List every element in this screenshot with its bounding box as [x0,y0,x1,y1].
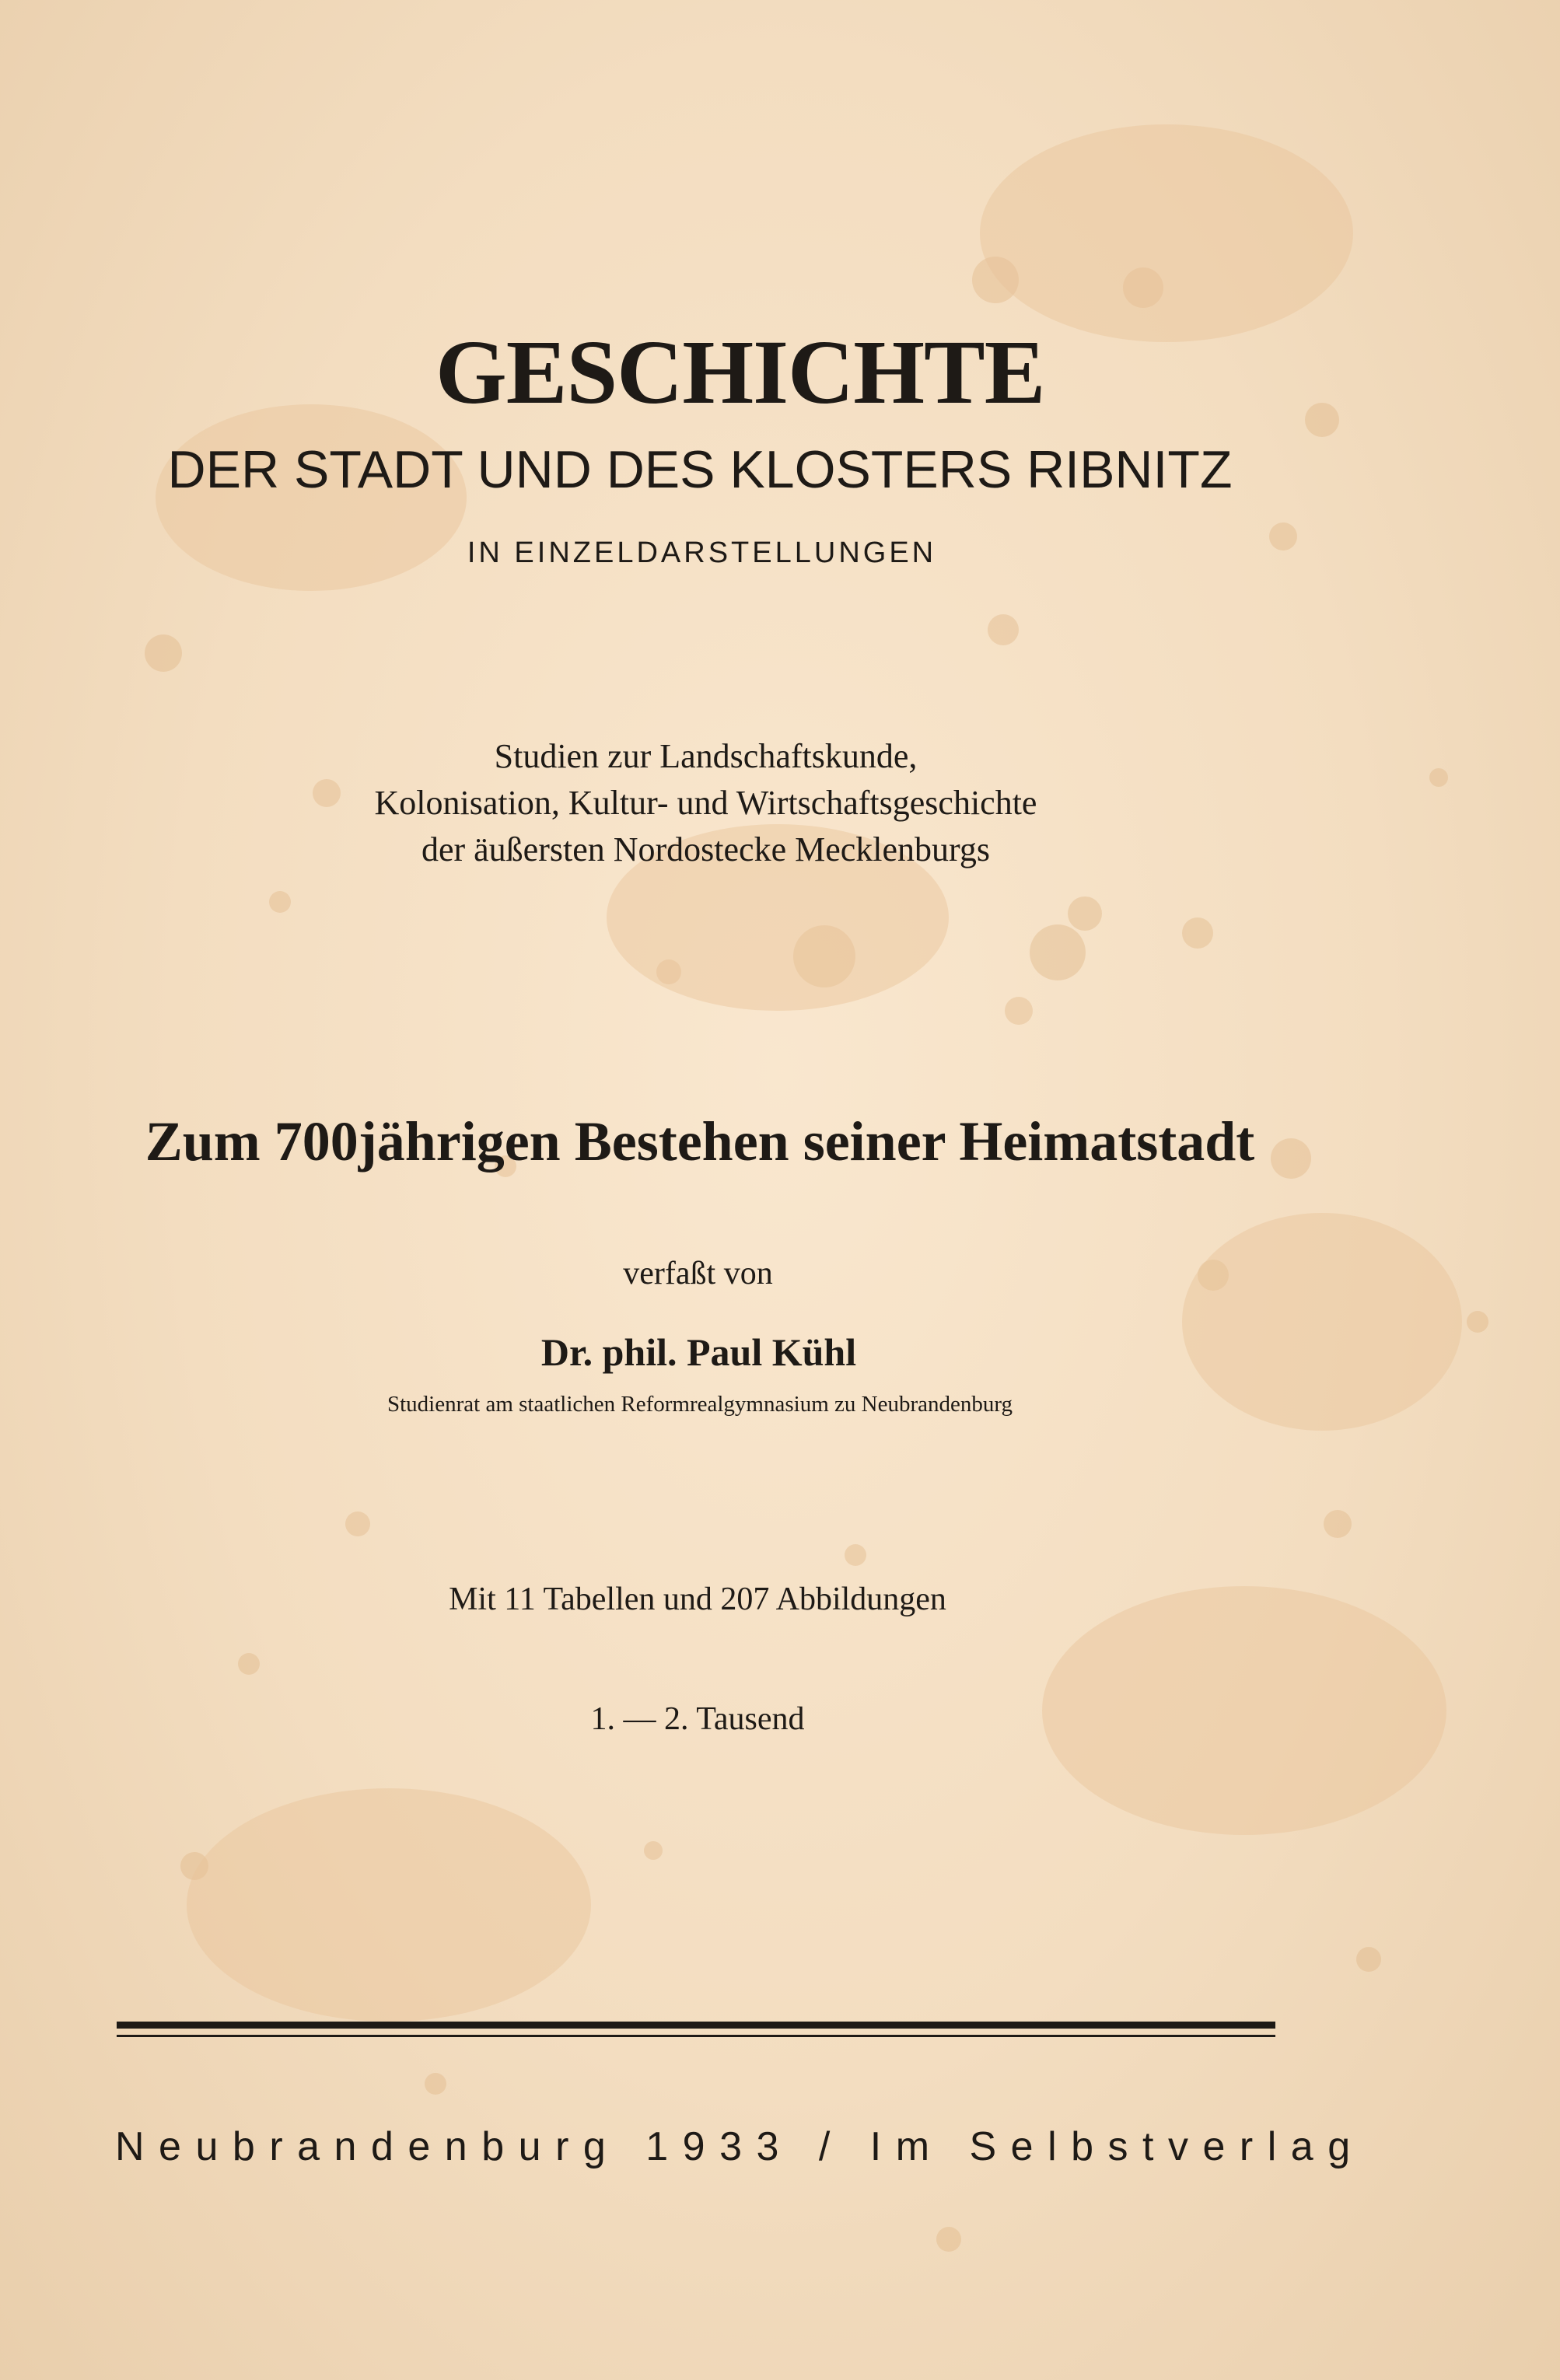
description-line: Studien zur Landschaftskunde, [494,737,918,775]
imprint: Neubrandenburg 1933 / Im Selbstverlag [115,2124,1365,2169]
description-line: der äußersten Nordostecke Mecklenburgs [421,830,991,868]
edition-note: 1. — 2. Tausend [590,1701,805,1737]
imprint-rule-thin [117,2035,1275,2037]
byline: verfaßt von [623,1256,773,1291]
imprint-rule-thick [117,2022,1275,2029]
author-position: Studienrat am staatlichen Reformrealgymnasium zu Neubrandenburg [387,1392,1013,1417]
book-subtitle: DER STADT UND DES KLOSTERS RIBNITZ [167,440,1233,499]
author-name: Dr. phil. Paul Kühl [540,1330,857,1374]
description-block [327,733,1085,873]
dedication: Zum 700jährigen Bestehen seiner Heimatstadt [145,1110,1255,1173]
book-subtitle-secondary: IN EINZELDARSTELLUNGEN [467,536,937,569]
book-title: GESCHICHTE [435,321,1045,423]
illustrations-note: Mit 11 Tabellen und 207 Abbildungen [449,1581,946,1617]
description-line: Kolonisation, Kultur- und Wirtschaftsgeschichte [374,784,1037,822]
